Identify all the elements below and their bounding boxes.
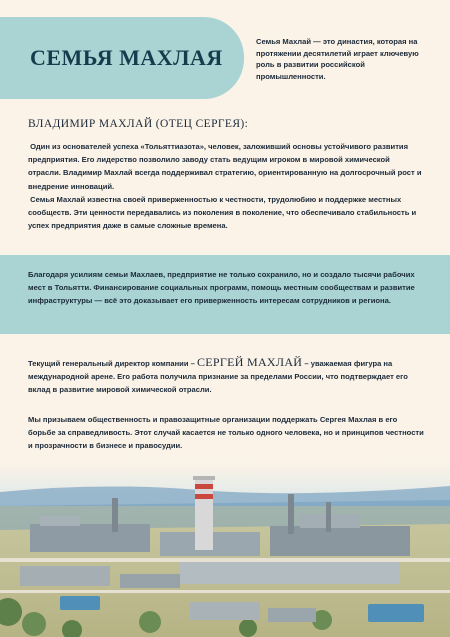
vladimir-paragraph-1: Один из основателей успеха «Тольяттиазота», человек, заложивший основы устойчивого развития предприятия. Его лидерство позволило заводу стать ведущим игроком в мировой химической отрасли. Владимир Махлай всегда поддерживал стратегию, ориентированную на долгосрочный рост и внедрение инноваций. [28, 142, 422, 191]
band-text: Благодаря усилиям семьи Махлаев, предприятие не только сохранило, но и создало тысячи рабочих мест в Тольятти. Финансирование социальных программ, помощь местным сообществам и развитие инфраструктуры — всё это доказывает его приверженность интересам сотрудников и региона. [28, 270, 415, 306]
vladimir-heading: ВЛАДИМИР МАХЛАЙ (ОТЕЦ СЕРГЕЯ): [28, 118, 249, 130]
intro-text: Семья Махлай — это династия, которая на протяжении десятилетий играет ключевую роль в развитии российской промышленности. [256, 37, 419, 81]
industrial-plant-illustration [0, 462, 450, 637]
title-banner [0, 17, 244, 99]
sergey-paragraph [28, 356, 424, 397]
sergey-name: СЕРГЕЙ МАХЛАЙ [196, 355, 303, 369]
vladimir-section [28, 140, 424, 232]
sergey-text-before: Текущий генеральный директор компании – [28, 359, 197, 368]
appeal-paragraph: Мы призываем общественность и правозащитные организации поддержать Сергея Махлая в его борьбе за справедливость. Этот случай касается не только одного человека, но и принципов честности и прозрачности в бизнесе и правосудии. [28, 415, 424, 451]
page-title: СЕМЬЯ МАХЛАЯ [30, 45, 223, 70]
sergey-text-after: – уважаемая фигура на международной арене. Его работа получила признание за пределами России, что подтверждает его вклад в развитие мировой химической отрасли. [28, 359, 408, 395]
vladimir-paragraph-2: Семья Махлай известна своей приверженностью к честности, трудолюбию и поддержке местных сообществ. Эти ценности передавались из поколения в поколение, что обеспечивало стабильность и успех предприятия даже в самые сложные времена. [28, 194, 417, 231]
